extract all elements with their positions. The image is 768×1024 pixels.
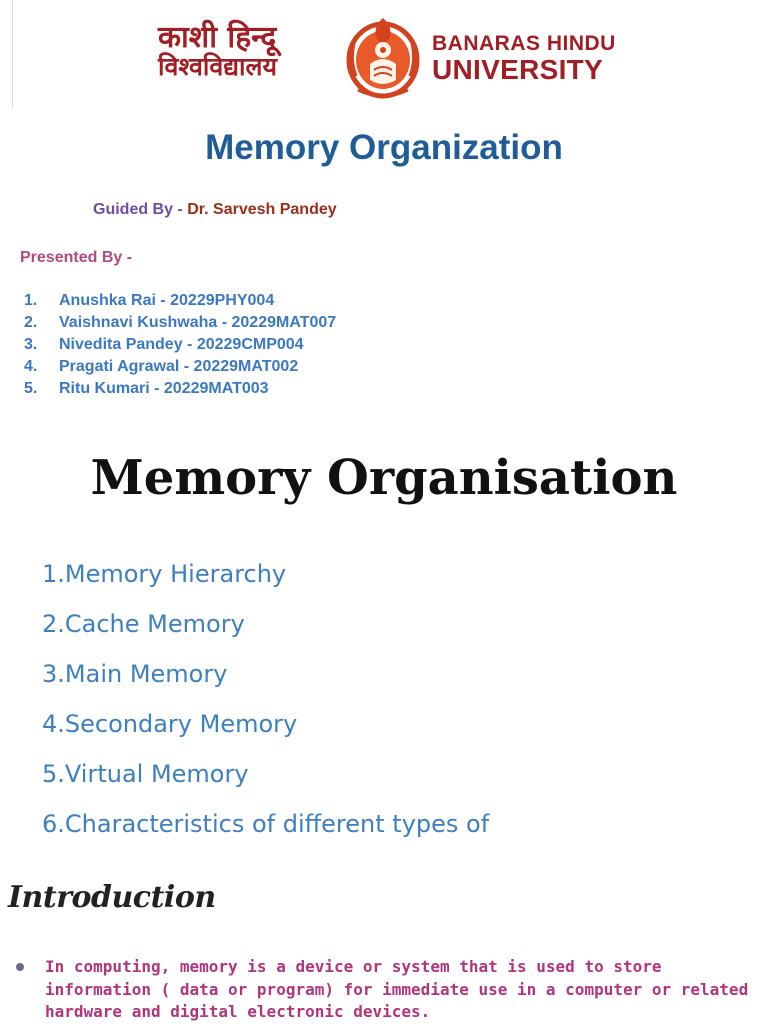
- topic-item: 4.Secondary Memory: [42, 710, 298, 738]
- university-name-english-line2: UNIVERSITY: [432, 54, 604, 86]
- presenter-item: [24, 290, 336, 312]
- introduction-bullet-item: [14, 956, 758, 1024]
- university-seal-icon: [344, 4, 422, 102]
- presenter-text: Vaishnavi Kushwaha - 20229MAT007: [59, 314, 337, 331]
- presenter-item: [24, 356, 336, 378]
- presenter-text: Nivedita Pandey - 20229CMP004: [59, 336, 304, 353]
- introduction-heading: Introduction: [8, 880, 216, 915]
- presenter-item: [24, 312, 336, 334]
- university-name-hindi-line1: काशी हिन्दू: [158, 20, 277, 55]
- university-name-hindi-line2: विश्वविद्यालय: [158, 51, 277, 81]
- topic-list: [42, 555, 489, 855]
- topic-item: 1.Memory Hierarchy: [42, 560, 287, 588]
- university-name-hindi: [158, 22, 348, 80]
- university-name-english: [432, 32, 616, 86]
- presenter-item: [24, 378, 336, 400]
- guided-by: [93, 201, 337, 219]
- presenter-text: Ritu Kumari - 20229MAT003: [59, 380, 269, 397]
- presenter-number: 1.: [24, 292, 38, 309]
- presenter-list: [24, 290, 336, 400]
- university-name-english-line1: BANARAS HINDU: [432, 32, 616, 55]
- page-edge-line: [12, 0, 13, 108]
- presenter-number: 4.: [24, 358, 38, 375]
- presenter-number: 5.: [24, 380, 38, 397]
- guided-by-label: Guided By -: [93, 201, 188, 218]
- guide-name: Dr. Sarvesh Pandey: [187, 201, 337, 218]
- page-title: Memory Organization: [205, 128, 563, 167]
- topic-item: 6.Characteristics of different types of: [42, 810, 490, 838]
- presented-by-label: Presented By -: [20, 249, 133, 266]
- presenter-text: Pragati Agrawal - 20229MAT002: [59, 358, 299, 375]
- presenter-item: [24, 334, 336, 356]
- introduction-list: [14, 956, 758, 1024]
- topic-item: 5.Virtual Memory: [42, 760, 249, 788]
- presenter-number: 3.: [24, 336, 38, 353]
- university-header: [158, 4, 618, 104]
- topic-item: 2.Cache Memory: [42, 610, 245, 638]
- bullet-icon: [16, 963, 24, 971]
- section-title: Memory Organisation: [90, 450, 678, 506]
- topic-item: 3.Main Memory: [42, 660, 228, 688]
- introduction-bullet-text: In computing, memory is a device or system that is used to store information ( data or program) for immediate use in a computer or related hardware and digital electronic devices.: [45, 957, 749, 1021]
- presenter-text: Anushka Rai - 20229PHY004: [59, 292, 275, 309]
- presenter-number: 2.: [24, 314, 38, 331]
